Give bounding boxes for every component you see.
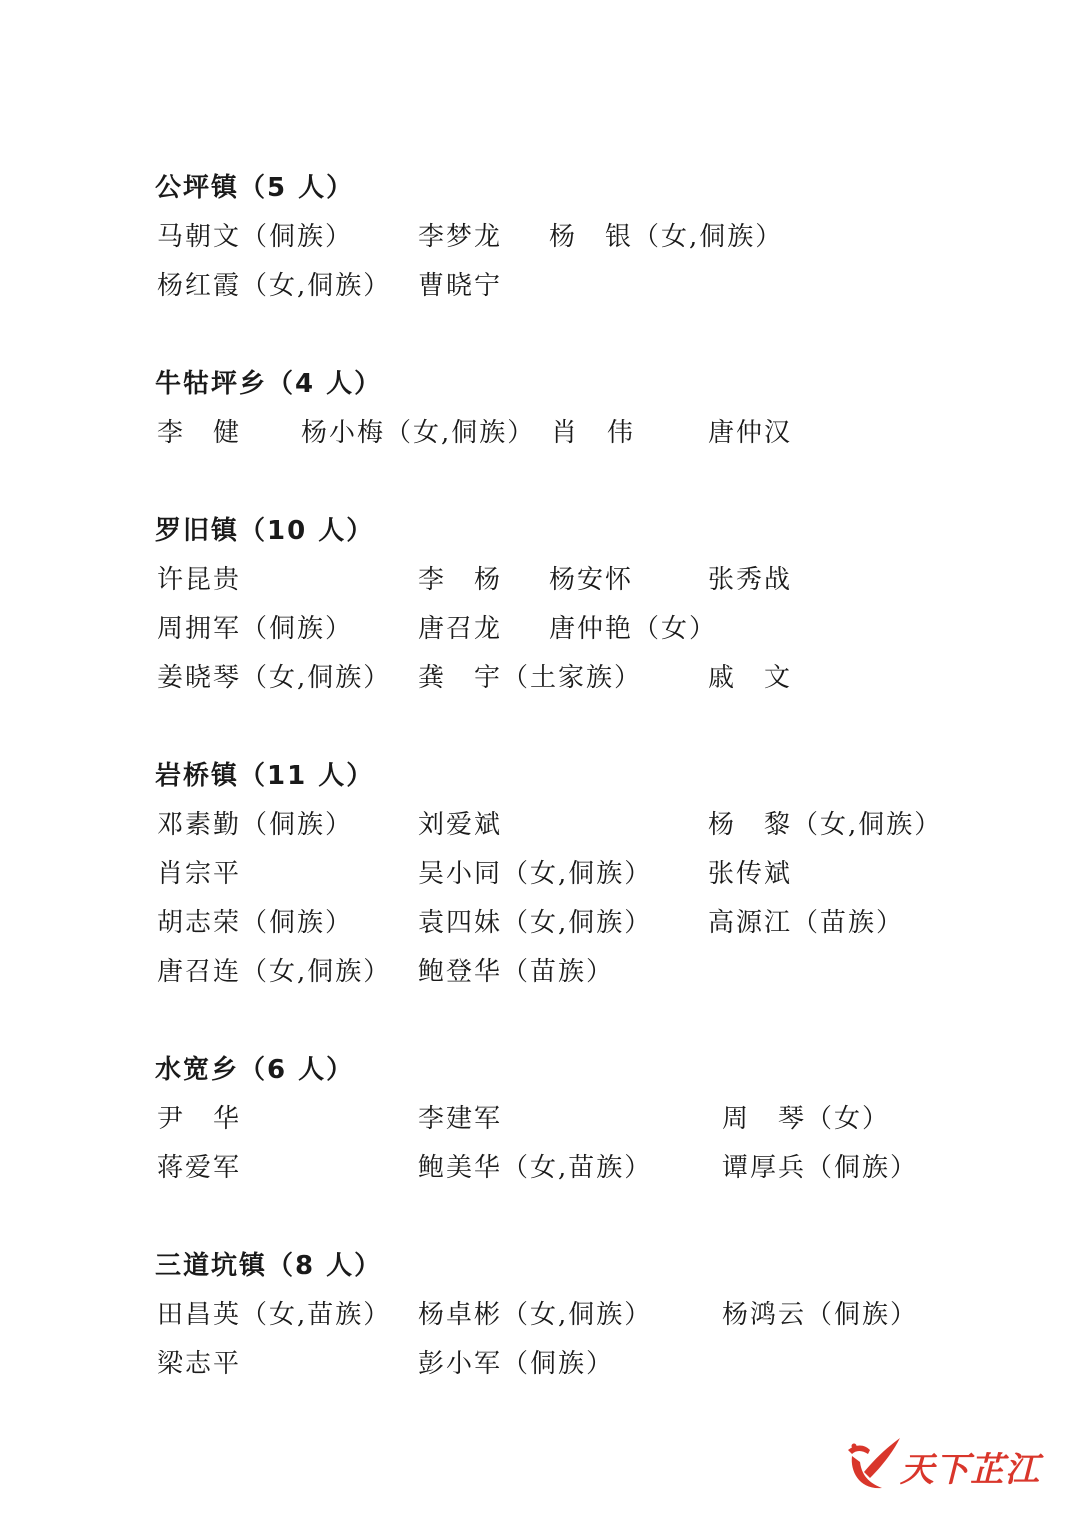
name-entry: 唐召连（女,侗族） xyxy=(157,957,392,987)
section-heading-gongping: 公坪镇（5 人） xyxy=(155,173,355,203)
name-entry: 张秀战 xyxy=(708,565,793,595)
name-entry: 李梦龙 xyxy=(418,222,503,252)
name-entry: 曹晓宁 xyxy=(418,271,503,301)
name-entry: 田昌英（女,苗族） xyxy=(157,1300,392,1330)
name-entry: 肖 伟 xyxy=(551,418,636,448)
name-entry: 李 健 xyxy=(157,418,242,448)
name-entry: 马朝文（侗族） xyxy=(157,222,354,252)
section-heading-sandaokeng: 三道坑镇（8 人） xyxy=(155,1251,383,1281)
name-entry: 李建军 xyxy=(418,1104,503,1134)
name-entry: 肖宗平 xyxy=(157,859,242,889)
name-entry: 李 杨 xyxy=(418,565,503,595)
name-entry: 袁四妹（女,侗族） xyxy=(418,908,653,938)
name-entry: 吴小同（女,侗族） xyxy=(418,859,653,889)
name-entry: 刘爱斌 xyxy=(418,810,503,840)
name-entry: 唐仲艳（女） xyxy=(549,614,718,644)
name-entry: 杨卓彬（女,侗族） xyxy=(418,1300,653,1330)
section-heading-luojiu: 罗旧镇（10 人） xyxy=(155,516,375,546)
name-entry: 龚 宇（土家族） xyxy=(418,663,643,693)
name-entry: 鲍登华（苗族） xyxy=(418,957,615,987)
name-entry: 周 琴（女） xyxy=(722,1104,891,1134)
name-entry: 唐仲汉 xyxy=(708,418,793,448)
name-entry: 邓素勤（侗族） xyxy=(157,810,354,840)
name-entry: 杨红霞（女,侗族） xyxy=(157,271,392,301)
name-entry: 高源江（苗族） xyxy=(708,908,905,938)
watermark-text: 天下芷江 xyxy=(900,1450,1040,1490)
bird-icon xyxy=(842,1432,902,1498)
name-entry: 鲍美华（女,苗族） xyxy=(418,1153,653,1183)
name-entry: 姜晓琴（女,侗族） xyxy=(157,663,392,693)
name-entry: 杨安怀 xyxy=(549,565,634,595)
name-entry: 戚 文 xyxy=(708,663,793,693)
name-entry: 杨鸿云（侗族） xyxy=(722,1300,919,1330)
section-heading-shuikuan: 水宽乡（6 人） xyxy=(155,1055,355,1085)
name-entry: 胡志荣（侗族） xyxy=(157,908,354,938)
section-heading-niuguping: 牛牯坪乡（4 人） xyxy=(155,369,383,399)
name-entry: 杨 银（女,侗族） xyxy=(549,222,784,252)
section-heading-yanqiao: 岩桥镇（11 人） xyxy=(155,761,375,791)
name-entry: 谭厚兵（侗族） xyxy=(722,1153,919,1183)
name-entry: 许昆贵 xyxy=(157,565,242,595)
name-entry: 周拥军（侗族） xyxy=(157,614,354,644)
name-entry: 蒋爱军 xyxy=(157,1153,242,1183)
name-entry: 梁志平 xyxy=(157,1349,242,1379)
name-entry: 彭小军（侗族） xyxy=(418,1349,615,1379)
watermark-logo xyxy=(842,1432,1062,1502)
name-entry: 杨 黎（女,侗族） xyxy=(708,810,943,840)
name-entry: 杨小梅（女,侗族） xyxy=(301,418,536,448)
name-entry: 张传斌 xyxy=(708,859,793,889)
name-entry: 唐召龙 xyxy=(418,614,503,644)
name-entry: 尹 华 xyxy=(157,1104,242,1134)
